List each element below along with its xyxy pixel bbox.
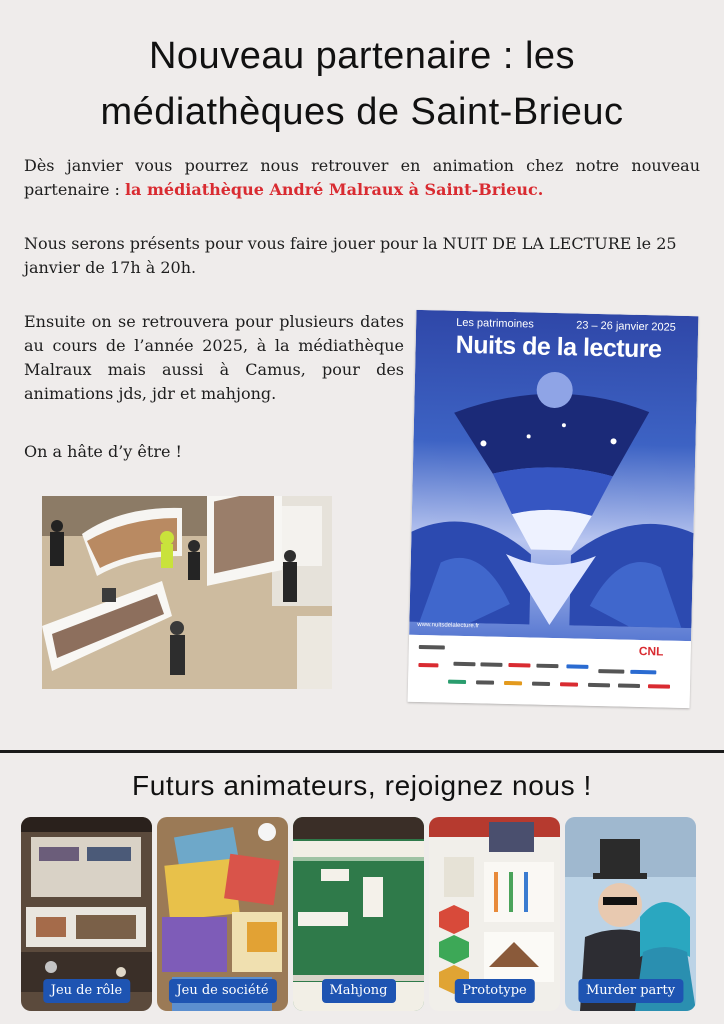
culture-logo xyxy=(418,663,438,667)
sponsor-logo xyxy=(508,663,530,667)
sponsor-logo xyxy=(476,680,494,684)
card-label: Prototype xyxy=(454,979,534,1003)
sponsor-logo xyxy=(536,664,558,668)
card-prototype[interactable] xyxy=(429,817,560,1011)
card-jeu-de-role[interactable] xyxy=(21,817,152,1011)
library-photo xyxy=(42,496,332,689)
followup-paragraph: Ensuite on se retrouvera pour plusieurs dates au cours de l’année 2025, à la médiathèque Malraux mais aussi à Camus, pour des animations jds, jdr et mahjong. xyxy=(24,312,404,403)
page-title-line-2: médiathèques de Saint-Brieuc xyxy=(100,91,624,133)
section-divider xyxy=(0,750,724,753)
sponsor-logo xyxy=(532,682,550,686)
card-label: Jeu de rôle xyxy=(43,979,130,1003)
card-label: Jeu de société xyxy=(168,979,276,1003)
sponsor-logo xyxy=(630,670,656,675)
poster-sponsors xyxy=(408,635,691,708)
poster-dates: 23 – 26 janvier 2025 xyxy=(576,319,676,334)
card-label: Murder party xyxy=(578,979,683,1003)
sponsor-logo xyxy=(648,684,670,688)
sponsor-logo xyxy=(560,682,578,686)
card-label: Mahjong xyxy=(322,979,396,1003)
closing-paragraph: On a hâte d’y être ! xyxy=(24,442,182,461)
cnl-logo: CNL xyxy=(638,643,664,659)
card-murder-party[interactable] xyxy=(565,817,696,1011)
sponsor-logo xyxy=(588,683,610,687)
sponsor-logo xyxy=(480,662,502,666)
sponsor-logo xyxy=(598,669,624,674)
poster-artwork-area xyxy=(409,310,698,641)
poster-title: Nuits de la lecture xyxy=(455,330,662,364)
page-title-line-1: Nouveau partenaire : les xyxy=(148,35,576,77)
partner-highlight: la médiathèque André Malraux à Saint-Brieuc. xyxy=(124,180,544,199)
intro-paragraph xyxy=(24,154,700,202)
sponsor-logo xyxy=(448,680,466,684)
poster-illustration xyxy=(409,362,697,628)
intro-text: Dès janvier vous pourrez nous retrouver en animation chez notre nouveau partenaire : xyxy=(24,156,700,199)
sponsor-logo xyxy=(566,664,588,668)
sponsor-logo xyxy=(504,681,522,685)
sponsor-logo xyxy=(618,684,640,688)
poster-subtitle: Les patrimoines xyxy=(456,316,534,331)
card-jeu-de-societe[interactable] xyxy=(157,817,288,1011)
event-poster xyxy=(408,310,699,708)
ministry-logo xyxy=(419,645,445,650)
card-mahjong[interactable] xyxy=(293,817,424,1011)
sponsor-logo xyxy=(453,662,475,666)
recruit-title: Futurs animateurs, rejoignez nous ! xyxy=(132,770,592,801)
page-title xyxy=(0,28,724,140)
poster-url: www.nuitsdelalecture.fr xyxy=(417,621,480,630)
event-paragraph: Nous serons présents pour vous faire jouer pour la NUIT DE LA LECTURE le 25 janvier de 17h à 20h. xyxy=(24,234,677,277)
